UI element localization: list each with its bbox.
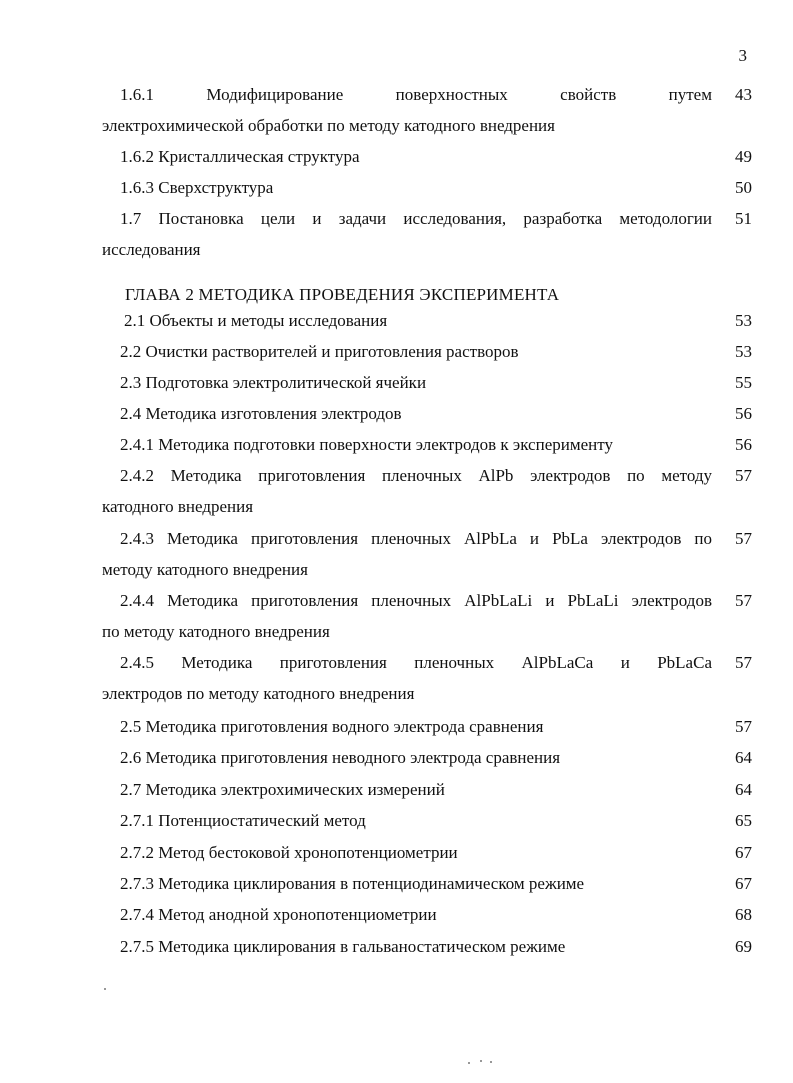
toc-entry bbox=[102, 779, 752, 801]
toc-entry-title: 2.3 Подготовка электролитической ячейки bbox=[120, 373, 427, 392]
toc-entry bbox=[102, 590, 752, 644]
toc-entry-title: 2.4.1 Методика подготовки поверхности электродов к эксперименту bbox=[120, 435, 613, 454]
toc-entry-page: 53 bbox=[735, 342, 752, 361]
chapter-heading: ГЛАВА 2 МЕТОДИКА ПРОВЕДЕНИЯ ЭКСПЕРИМЕНТА bbox=[125, 285, 560, 304]
toc-entry bbox=[102, 208, 752, 262]
toc-entry-title: 2.7.4 Метод анодной хронопотенциометрии bbox=[120, 905, 437, 924]
toc-entry-title: 1.7 Постановка цели и задачи исследования, разработка методологии bbox=[120, 209, 712, 228]
toc-entry-page: 53 bbox=[735, 311, 752, 330]
toc-entry bbox=[102, 310, 752, 332]
toc-entry bbox=[102, 341, 752, 363]
toc-entry-title: 2.7.5 Методика циклирования в гальваностатическом режиме bbox=[120, 937, 566, 956]
toc-entry bbox=[102, 936, 752, 958]
scan-speck bbox=[480, 1060, 482, 1062]
toc-entry-title: 2.7.3 Методика циклирования в потенциодинамическом режиме bbox=[120, 874, 585, 893]
toc-entry-title: 2.7 Методика электрохимических измерений bbox=[120, 780, 445, 799]
toc-entry bbox=[102, 528, 752, 582]
toc-entry-page: 43 bbox=[735, 85, 752, 104]
toc-entry-page: 56 bbox=[735, 435, 752, 454]
toc-entry-page: 57 bbox=[735, 717, 752, 736]
toc-entry-title: 2.4.5 Методика приготовления пленочных AlPbLaCa и PbLaCa bbox=[120, 653, 712, 672]
toc-entry bbox=[102, 652, 752, 706]
toc-entry-page: 57 bbox=[735, 591, 752, 610]
toc-entry-page: 67 bbox=[735, 843, 752, 862]
scan-speck bbox=[468, 1062, 470, 1064]
toc-entry-page: 69 bbox=[735, 937, 752, 956]
toc-entry bbox=[102, 177, 752, 199]
toc-entry bbox=[102, 904, 752, 926]
toc-entry bbox=[102, 403, 752, 425]
scan-speck bbox=[104, 988, 106, 990]
toc-entry bbox=[102, 372, 752, 394]
toc-entry-title: 1.6.3 Сверхструктура bbox=[120, 178, 274, 197]
toc-entry-page: 55 bbox=[735, 373, 752, 392]
toc-entry-title: 2.2 Очистки растворителей и приготовления растворов bbox=[120, 342, 519, 361]
toc-entry-title: 2.7.2 Метод бестоковой хронопотенциометрии bbox=[120, 843, 458, 862]
toc-entry bbox=[102, 146, 752, 168]
toc-entry-page: 64 bbox=[735, 748, 752, 767]
toc-entry-page: 64 bbox=[735, 780, 752, 799]
toc-entry-page: 51 bbox=[735, 209, 752, 228]
toc-entry-page: 56 bbox=[735, 404, 752, 423]
toc-entry-page: 68 bbox=[735, 905, 752, 924]
toc-entry-page: 57 bbox=[735, 653, 752, 672]
toc-entry-title: 2.4.2 Методика приготовления пленочных AlPb электродов по методу bbox=[120, 466, 712, 485]
toc-entry-title-continuation: методу катодного внедрения bbox=[102, 560, 308, 579]
toc-entry-page: 57 bbox=[735, 529, 752, 548]
toc-entry-title: 2.4.4 Методика приготовления пленочных AlPbLaLi и PbLaLi электродов bbox=[120, 591, 712, 610]
toc-entry bbox=[102, 810, 752, 832]
toc-entry-page: 49 bbox=[735, 147, 752, 166]
scan-speck bbox=[490, 1061, 492, 1063]
toc-entry-title-continuation: электродов по методу катодного внедрения bbox=[102, 684, 415, 703]
toc-entry bbox=[102, 873, 752, 895]
toc-entry bbox=[102, 747, 752, 769]
toc-entry-title: 2.6 Методика приготовления неводного электрода сравнения bbox=[120, 748, 561, 767]
toc-entry-title: 2.4 Методика изготовления электродов bbox=[120, 404, 402, 423]
toc-entry-title: 2.7.1 Потенциостатический метод bbox=[120, 811, 366, 830]
toc-entry bbox=[102, 716, 752, 738]
toc-entry-title-continuation: катодного внедрения bbox=[102, 497, 254, 516]
toc-entry bbox=[102, 465, 752, 519]
toc-entry-page: 57 bbox=[735, 466, 752, 485]
toc-entry-title: 2.4.3 Методика приготовления пленочных AlPbLa и PbLa электродов по bbox=[120, 529, 712, 548]
toc-entry-title-continuation: исследования bbox=[102, 240, 201, 259]
toc-entry-title-continuation: по методу катодного внедрения bbox=[102, 622, 330, 641]
toc-entry bbox=[102, 84, 752, 138]
toc-entry bbox=[102, 434, 752, 456]
page-number: 3 bbox=[738, 46, 747, 65]
toc-entry-title: 2.1 Объекты и методы исследования bbox=[124, 311, 388, 330]
toc-entry-page: 65 bbox=[735, 811, 752, 830]
toc-entry-page: 67 bbox=[735, 874, 752, 893]
toc-entry-title: 1.6.2 Кристаллическая структура bbox=[120, 147, 360, 166]
toc-entry-page: 50 bbox=[735, 178, 752, 197]
toc-entry bbox=[102, 842, 752, 864]
toc-entry-title: 1.6.1 Модифицирование поверхностных свойств путем bbox=[120, 85, 712, 104]
toc-entry-title-continuation: электрохимической обработки по методу катодного внедрения bbox=[102, 116, 555, 135]
toc-entry-title: 2.5 Методика приготовления водного электрода сравнения bbox=[120, 717, 544, 736]
